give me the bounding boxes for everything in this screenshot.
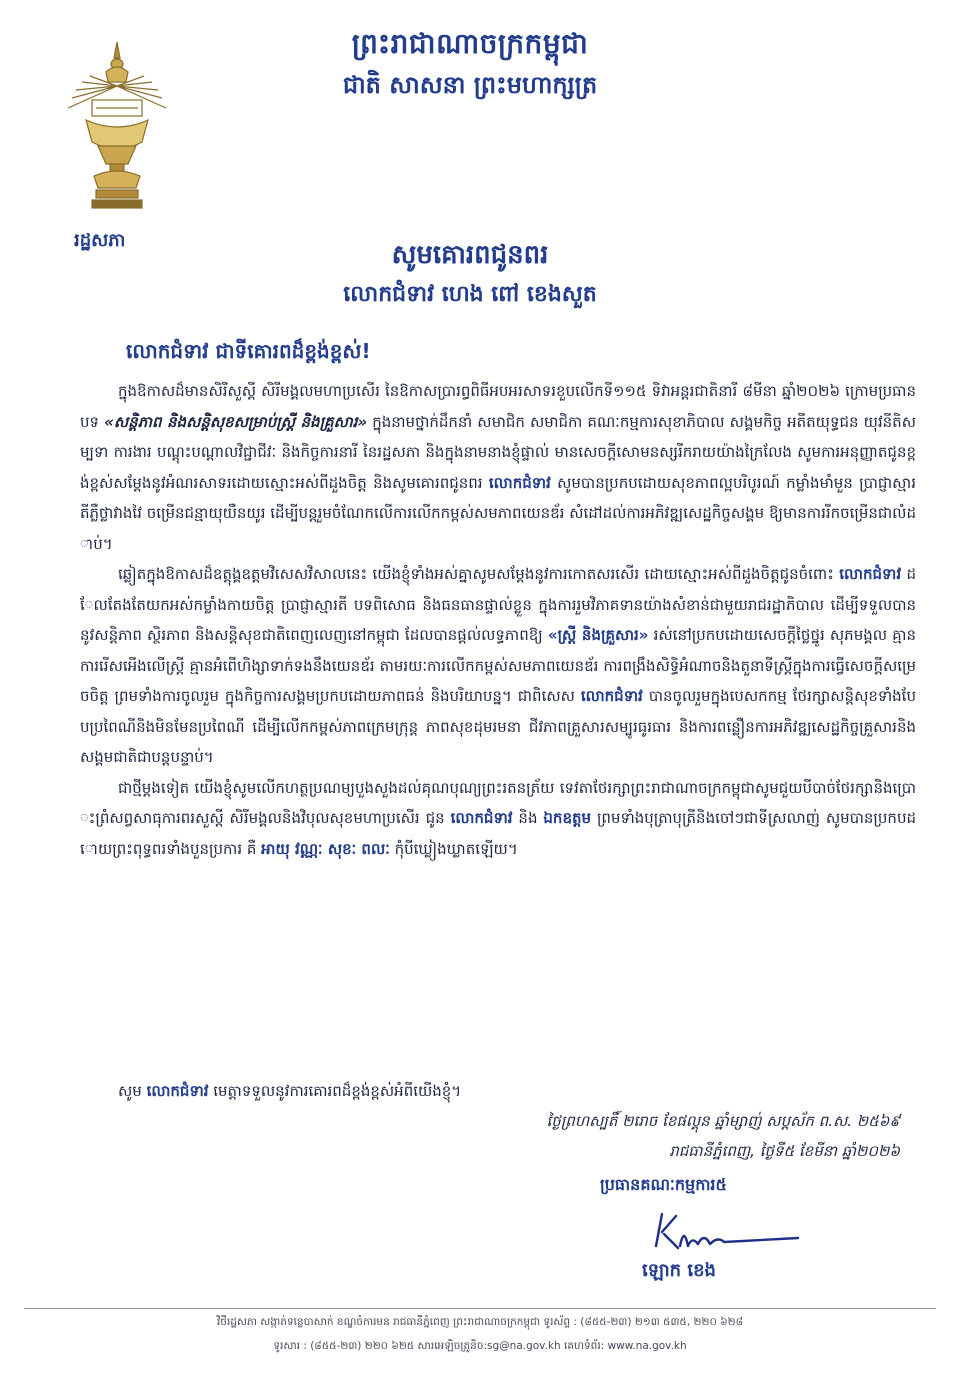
closing-text-b: មេត្តាទទួលនូវការគោរពដ៏ខ្ពង់ខ្ពស់អំពីយើងខ្ញុំ។ [213,1082,462,1100]
salutation: លោកជំទាវ ជាទីគោរពដ៏ខ្ពង់ខ្ពស់! [126,339,371,363]
theme-title: «សន្តិភាព និងសន្តិសុខសម្រាប់ស្ត្រី និងគ្រួសារ» [104,412,368,431]
paragraph-1 [80,376,916,559]
p3-text-b: និង [518,809,538,827]
closing-text-a: សូម [118,1082,142,1100]
p3-text-d: កុំបីឃ្លៀងឃ្លាតឡើយ។ [394,839,518,858]
lunar-date: ថ្ងៃព្រហស្បតិ៍ ២រោច ខែផល្គុន ឆ្នាំម្សាញ់ សប្តស័ក ព.ស. ២៥៦៩ [546,1112,900,1130]
p1-text-a: ក្នុងឱកាសដ៏មានសិរីសួស្តី សិរីមង្គលមហាប្រសើរ នៃឱកាសប្រារព្ធពិធីអបអរសាទរខួបលើកទី១១៥ ទិវាអន្តរជាតិនារី ៨មីនា ឆ្នាំ២០២៦ ក្រោមប្រធានបទ [80,382,916,431]
footer-address: វិថីរដ្ឋសភា សង្កាត់ទន្លេបាសាក់ ខណ្ឌចំការមន រាជធានីភ្នំពេញ ព្រះរាជាណាចក្រកម្ពុជា ទូរស័ព្ទ : (៨៥៥-២៣) ២១៣ ៥៣៥, ២២០ ៦២៨ [216,1316,744,1328]
kingdom-title: ព្រះរាជាណាចក្រកម្ពុជា [351,27,589,60]
p2-text-b: ដែលតែងតែយកអស់កម្លាំងកាយចិត្ត ប្រាជ្ញាស្មារតី បទពិសោធ និងធនធានផ្ទាល់ខ្លួន ក្នុងការរួមវិភាគទានយ៉ាងសំខាន់ជាមួយរាជរដ្ឋាភិបាល ដើម្បីទទួលបាននូវសន្តិភាព ស្ថិរភាព និងសន្តិសុខជាតិពេញលេញនៅកម្ពុជា ដែលបានផ្តល់លទ្ធភាពឱ្យ [80,565,916,644]
handwritten-signature [648,1206,808,1256]
committee-number: ៥ [715,1175,727,1194]
excellency-title: ឯកឧត្តម [543,809,592,827]
p1-text-c: សូមបានប្រកបដោយសុខភាពល្អបរិបូរណ៍ កម្លាំងមាំមួន ប្រាជ្ញាស្មារតីភ្លឺថ្លាវាងវៃ ចម្រើនជន្មាយុយឺនយូរ ដើម្បីបន្តរួមចំណែកលើការលើកកម្ពស់សមភាពយេនឌ័រ សំដៅដល់ការអភិវឌ្ឍសេដ្ឋកិច្ចសង្គម ឱ្យមានការរីកចម្រើនជាលំដាប់។ [80,473,916,553]
paragraph-3 [80,773,916,865]
four-blessings: អាយុ វណ្ណៈ សុខៈ ពលៈ [261,839,390,858]
honorific: លោកជំទាវ [488,473,551,492]
recipient-name: លោកជំទាវ ហេង ពៅ ខេងសួត [343,282,597,307]
letter-title: សូមគោរពជូនពរ [391,240,549,270]
footer-divider [24,1308,936,1309]
footer-contact: ទូរសារ : (៨៥៥-២៣) ២២០ ៦២៥ សារអេឡិចត្រូនិច:sg@na.gov.kh គេហទំព័រ: www.na.gov.kh [273,1340,687,1352]
honorific: លោកជំទាវ [146,1082,209,1100]
p2-text-a: ឆ្លៀតក្នុងឱកាសដ៏ឧត្តុង្គឧត្តមវិសេសវិសាលនេះ យើងខ្ញុំទាំងអស់គ្នាសូមសម្តែងនូវការកោតសរសើរ ដោយស្មោះអស់ពីដួងចិត្តជូនចំពោះ [118,565,834,583]
place-date: រាជធានីភ្នំពេញ, ថ្ងៃទី៥ ខែមីនា ឆ្នាំ២០២៦ [669,1142,900,1160]
women-family-quote: «ស្ត្រី និងគ្រួសារ» [547,626,649,644]
kingdom-motto: ជាតិ សាសនា ព្រះមហាក្សត្រ [342,71,598,99]
closing-line [118,1082,898,1104]
letter-body [80,376,916,864]
signer-title-text: ប្រធានគណៈកម្មការ [600,1175,716,1194]
honorific: លោកជំទាវ [839,565,902,583]
signer-name: ឡោក ខេង [642,1260,716,1281]
p2-text-d: បានចូលរួមក្នុងបេសកកម្ម ថែរក្សាសន្តិសុខទាំងបែបប្រពៃណីនិងមិនមែនប្រពៃណី ដើម្បីលើកកម្ពស់ភាពក្រេមក្រុន្ត ភាពសុខដុមរមនា ជីវភាពគ្រួសារសម្បូរធូរធារ និងការពន្លឿនការអភិវឌ្ឍសេដ្ឋកិច្ចគ្រួសារនិងសង្គមជាតិជាបន្តបន្ទាប់។ [80,687,916,766]
signer-title [600,1174,820,1198]
p2-text-c: រស់នៅប្រកបដោយសេចក្តីថ្លៃថ្នូរ សុភមង្គល គ្មានការរើសអើងលើស្ត្រី គ្មានអំពើហិង្សាទាក់ទងនឹងយេនឌ័រ តាមរយៈការលើកកម្ពស់សមភាពយេនឌ័រ ការពង្រឹងសិទ្ធិអំណាចនិងតួនាទីស្ត្រីក្នុងការធ្វើសេចក្តីសម្រេចចិត្ត ព្រមទាំងការចូលរួម ក្នុងកិច្ចការសង្គមប្រកបដោយភាពធន់ និងបរិយាបន្ន។ ជាពិសេស [80,626,916,705]
p3-text-a: ជាថ្មីម្តងទៀត យើងខ្ញុំសូមលើកហត្ថប្រណម្យបួងសួងដល់គុណបុណ្យព្រះរតនត្រ័យ ទេវតាថែរក្សាព្រះរាជាណាចក្រកម្ពុជាសូមជួយបីបាច់ថែរក្សានិងប្រោះព្រំសព្វសាធុការពរសួស្តី សិរីមង្គលនិងវិបុលសុខមហាប្រសើរ ជូន [80,778,916,827]
p3-text-c: ព្រមទាំងបុត្រាបុត្រីនិងចៅៗជាទីស្រលាញ់ សូមបានប្រកបដោយព្រះពុទ្ធពរទាំងបួនប្រការ គឺ [80,809,916,858]
honorific: លោកជំទាវ [580,687,643,705]
p1-text-b: ក្នុងនាមថ្នាក់ដឹកនាំ សមាជិក សមាជិកា គណៈកម្មការសុខាភិបាល សង្គមកិច្ច អតីតយុទ្ធជន យុវនីតិសម្បទា ការងារ បណ្តុះបណ្តាលវិជ្ជាជីវៈ និងកិច្ចការនារី នៃរដ្ឋសភា និងក្នុងនាមនាងខ្ញុំផ្ទាល់ មានសេចក្តីសោមនស្សរីករាយយ៉ាងក្រៃលែង សូមការអនុញ្ញាតជូនខ្ពង់ខ្ពស់សម្តែងនូវអំណរសាទរដោយស្មោះអស់ពីដួងចិត្ត និងសូមគោរពជូនពរ [80,412,916,492]
paragraph-2 [80,559,916,773]
honorific: លោកជំទាវ [450,809,513,827]
organization-name: រដ្ឋសភា [74,230,126,251]
national-assembly-emblem-icon [62,38,172,218]
